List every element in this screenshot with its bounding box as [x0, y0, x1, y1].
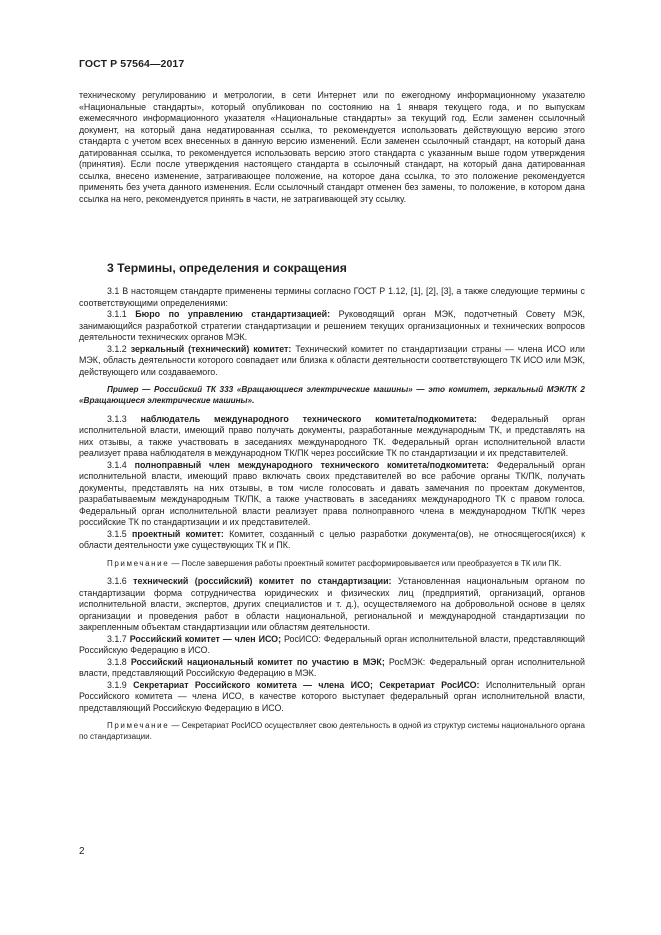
note-2 — [79, 721, 585, 742]
term-title: Секретариат Российского комитета — члена ИСО; Секретариат РосИСО: — [133, 679, 480, 690]
term-title: Бюро по управлению стандартизацией: — [135, 309, 331, 319]
term-number: 3.1.5 — [107, 528, 133, 539]
term-definition: Комитет, созданный с целью разработки документа(ов), не относящегося(ихся) к области деятельности уже существующих ТК и ПК. — [79, 528, 585, 551]
term-title: полноправный член международного технического комитета/подкомитета: — [134, 459, 489, 470]
term-number: 3.1.7 — [107, 633, 130, 644]
term-definition: РосМЭК: Федеральный орган исполнительной власти, представляющий Российскую Федерацию в МЭК. — [79, 656, 585, 679]
term-definition: Технический комитет по стандартизации страны — члена ИСО или МЭК, область деятельности которого совпадает или близка к области деятельности соответствующего ТК ИСО или МЭК, действующего или создаваемого. — [79, 343, 585, 377]
document-header: ГОСТ Р 57564—2017 — [79, 58, 185, 70]
section-3-heading-block — [79, 263, 585, 275]
term-number: 3.1.4 — [107, 459, 135, 470]
term-number: 3.1.9 — [107, 679, 134, 690]
paragraph-3-1: 3.1 В настоящем стандарте применены термины согласно ГОСТ Р 1.12, [1], [2], [3], а также следующие термины с соответствующими определениями: — [79, 286, 585, 308]
term-title: зеркальный (технический) комитет: — [130, 343, 292, 354]
term-title: наблюдатель международного технического комитета/подкомитета: — [140, 413, 478, 424]
term-3-1-8 — [79, 657, 585, 680]
term-number: 3.1.2 — [107, 343, 131, 354]
term-title: технический (российский) комитет по стандартизации: — [133, 576, 392, 587]
note-label: Примечание — [107, 558, 170, 568]
term-number: 3.1.8 — [107, 656, 131, 667]
term-definition: Федеральный орган исполнительной власти, имеющий право включать своих представителей во все рабочие органы ТК/ПК, получать документы, представлять на них отзывы, в том числе голосовать и давать замечания по проектам документов, разрабатываемым международным ТК/ПК, а также участвовать в заседаниях международного ТК с правом голоса. Федеральный орган исполнительной власти реализует права полноправного члена в международном ТК/ПК через российские ТК по стандартизации и их представителей. — [79, 459, 585, 528]
term-number: 3.1.1 — [107, 309, 136, 319]
intro-paragraph — [79, 90, 585, 205]
section-3-content — [79, 286, 585, 742]
term-3-1-2 — [79, 344, 585, 379]
term-number: 3.1.6 — [107, 576, 134, 587]
term-title: Российский национальный комитет по участию в МЭК; — [130, 656, 385, 667]
note-label: Примечание — [107, 721, 170, 731]
term-3-1-1 — [79, 309, 585, 344]
term-3-1-3 — [79, 414, 585, 460]
term-definition: Исполнительный орган Российского комитета — члена ИСО, в качестве которого выступает федеральный орган исполнительной власти, представляющий Российскую Федерацию в ИСО. — [79, 679, 585, 713]
note-text: — Секретариат РосИСО осуществляет свою деятельность в одной из структур системы национального органа по стандартизации. — [79, 721, 585, 741]
term-3-1-9 — [79, 680, 585, 715]
intro-text: техническому регулированию и метрологии, в сети Интернет или по ежегодному информационному указателю «Национальные стандарты», который опубликован по состоянию на 1 января текущего года, и по выпускам ежемесячного информационного указателя «Национальные стандарты» за текущий год. Если заменен ссылочный документ, на который дана недатированная ссылка, то рекомендуется использовать действующую версию этого стандарта с учетом всех внесенных в данную версию изменений. Если заменен ссылочный стандарт, на который дана датированная ссылка, то рекомендуется использовать версию этого стандарта с указанным выше годом утверждения (принятия). Если после утверждения настоящего стандарта в ссылочный стандарт, на который дана датированная ссылка, внесено изменение, затрагивающее положение, на которое дана ссылка, то это положение рекомендуется применять без учета данного изменения. Если ссылочный стандарт отменен без замены, то положение, в котором дана ссылка на него, рекомендуется принять в части, не затрагивающей эту ссылку. — [79, 90, 585, 204]
section-heading: 3 Термины, определения и сокращения — [107, 261, 347, 275]
note-text: — После завершения работы проектный комитет расформировывается или преобразуется в ТК или ПК. — [169, 558, 562, 568]
term-definition: РосИСО: Федеральный орган исполнительной власти, представляющий Российскую Федерацию в ИСО. — [79, 633, 585, 656]
term-3-1-5 — [79, 529, 585, 552]
term-definition: Руководящий орган МЭК, подотчетный Совету МЭК, занимающийся разработкой стратегии стандартизации и решением текущих организационных и технических вопросов деятельности технических органов МЭК. — [79, 309, 585, 342]
page-number: 2 — [79, 846, 85, 857]
example-note: Пример — Российский ТК 333 «Вращающиеся электрические машины» — это комитет, зеркальный МЭК/ТК 2 «Вращающиеся электрические машины». — [79, 385, 585, 405]
term-3-1-7 — [79, 634, 585, 657]
term-3-1-4 — [79, 460, 585, 529]
term-title: проектный комитет: — [132, 528, 224, 539]
term-3-1-6 — [79, 576, 585, 634]
term-number: 3.1.3 — [107, 413, 141, 424]
term-definition: Федеральный орган исполнительной власти, имеющий право получать документы, разработанные международным ТК, и представлять на них отзывы, а также участвовать в заседаниях международного ТК. Федеральный орган исполнительной власти реализует права наблюдателя в международном ТК/ПК через российские ТК по стандартизации и их представителей. — [79, 413, 585, 459]
term-title: Российский комитет — член ИСО; — [129, 633, 282, 644]
note-1 — [79, 559, 585, 570]
term-definition: Установленная национальным органом по стандартизации форма сотрудничества юридических и физических лиц (предприятий, организаций, органов исполнительной власти, экспертов, других специалистов и т. д.), осуществляемого на добровольной основе в целях организации и проведения работ в области национальной, региональной и международной стандартизации по закрепленным объектам стандартизации или областям деятельности. — [79, 576, 585, 633]
